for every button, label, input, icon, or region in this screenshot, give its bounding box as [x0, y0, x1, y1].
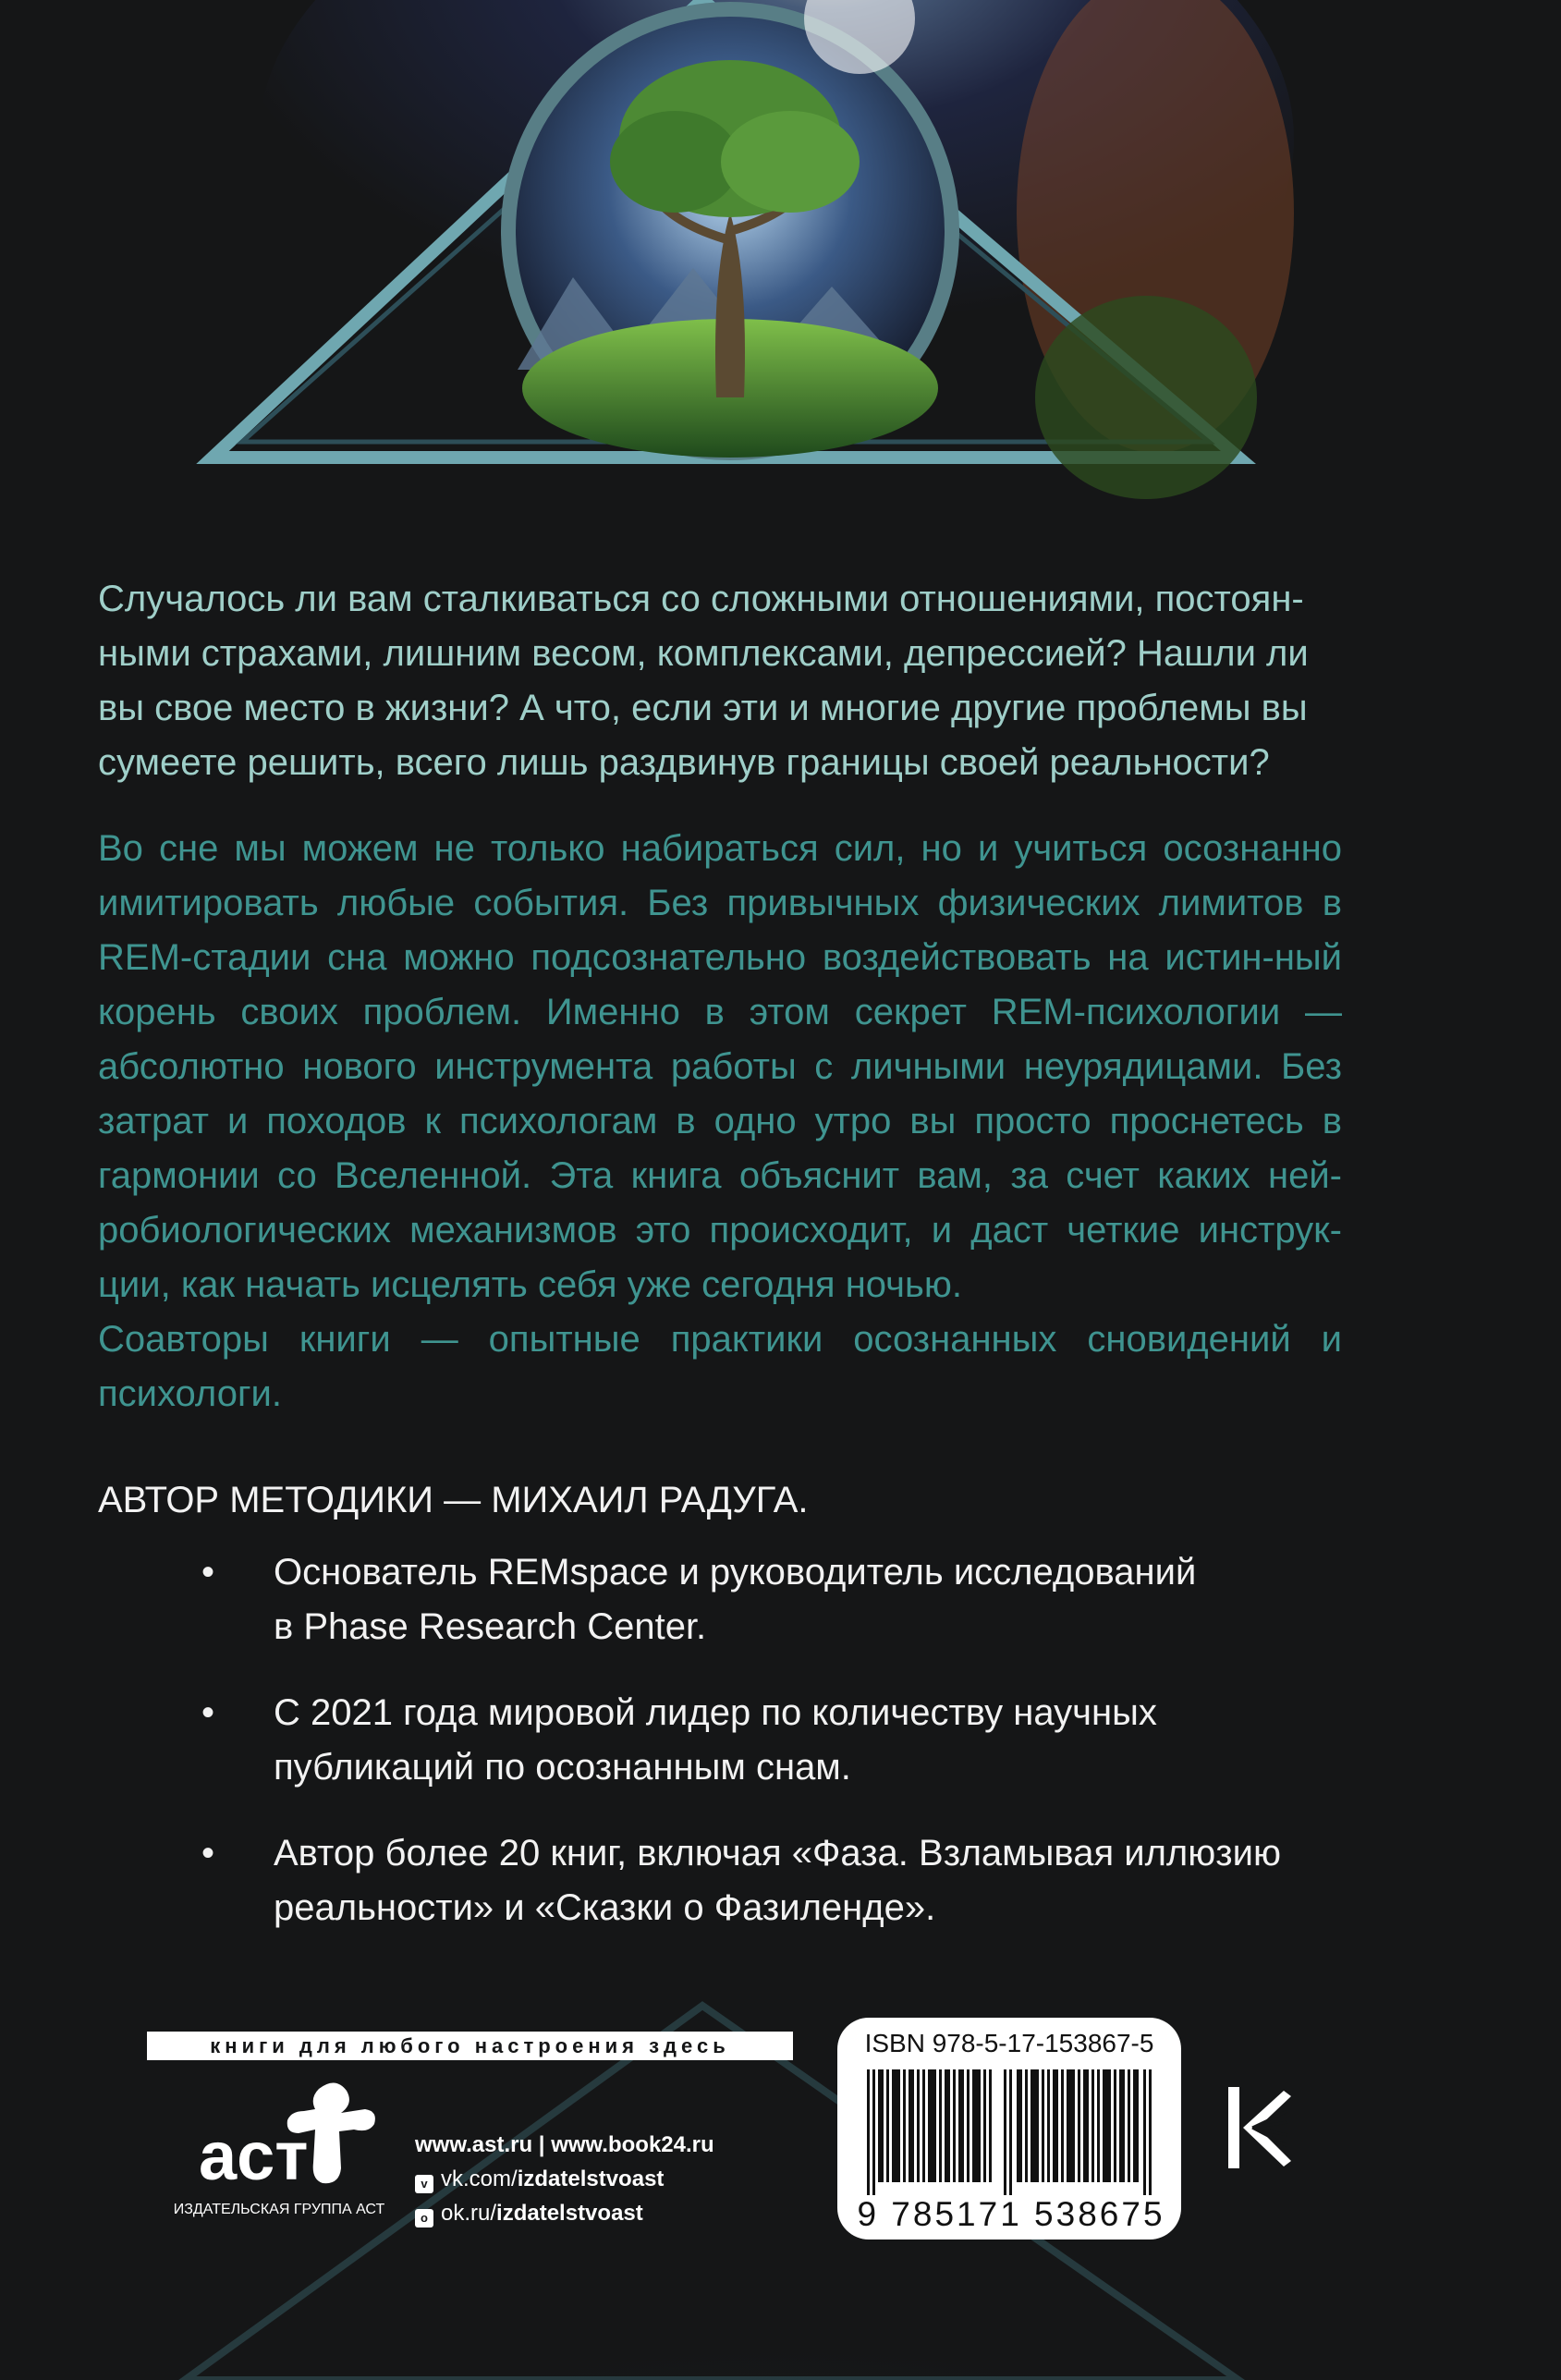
intro-line: Случалось ли вам сталкиваться со сложными отношениями, постоян- — [98, 579, 1304, 619]
ok-link[interactable] — [415, 2196, 714, 2230]
barcode — [867, 2069, 1152, 2195]
intro-line: ными страхами, лишним весом, комплексами, депрессией? Нашли ли — [98, 633, 1309, 674]
ast-logo-text: аст — [199, 2118, 309, 2191]
author-bullet-list — [98, 1545, 1342, 1967]
bullet-line: Автор более 20 книг, включая «Фаза. Взламывая иллюзию — [274, 1833, 1281, 1873]
coauthors-paragraph: Соавторы книги — опытные практики осознанных сновидений и — [98, 1319, 1342, 1360]
publisher-name: ИЗДАТЕЛЬСКАЯ ГРУППА АСТ — [173, 2202, 385, 2217]
vk-icon: v — [415, 2175, 433, 2193]
bullet-line: публикаций по осознанным снам. — [274, 1747, 851, 1788]
author-heading: АВТОР МЕТОДИКИ — МИХАИЛ РАДУГА. — [98, 1480, 809, 1520]
bullet-line: С 2021 года мировой лидер по количеству научных — [274, 1692, 1157, 1733]
ok-prefix: ok.ru/ — [441, 2201, 497, 2226]
ast-logo — [180, 2070, 393, 2191]
list-item — [98, 1545, 1342, 1654]
ok-icon: o — [415, 2209, 433, 2227]
intro-line: вы свое место в жизни? А что, если эти и многие другие проблемы вы — [98, 688, 1308, 728]
intro-line: сумеете решить, всего лишь раздвинув границы своей реальности? — [98, 742, 1270, 783]
bullet-line: в Phase Research Center. — [274, 1606, 707, 1647]
k-book-logo-icon — [1226, 2085, 1296, 2170]
tagline-banner: книги для любого настроения здесь — [147, 2032, 793, 2060]
bullet-dot: • — [201, 1552, 215, 1593]
cover-art-triangle-tree — [0, 0, 1561, 573]
isbn-number: ISBN 978-5-17-153867-5 — [864, 2029, 1154, 2057]
description-paragraph: Во сне мы можем не только набираться сил, но и учиться осознанно имитировать любые события. Без привычных физических лимитов в REM-стадии сна можно подсознательно воздействовать на истин-ный корень своих проблем. Именно в этом секрет REM-психологии — абсолютно нового инструмента работы с личными неурядицами. Без затрат и походов к психологам в одно утро вы просто проснетесь в гармонии со Вселенной. Эта книга объяснит вам, за счет каких ней-робиологических механизмов это происходит, и даст четкие инструк-ции, как начать исцелять себя уже сегодня ночью. — [98, 828, 1342, 1305]
ok-handle: izdatelstvoast — [496, 2201, 643, 2226]
description-block — [98, 822, 1342, 1422]
bullet-dot: • — [201, 1692, 215, 1733]
website-links[interactable]: www.ast.ru | www.book24.ru — [415, 2132, 714, 2157]
ean-digits: 9 785171 538675 — [857, 2195, 1165, 2233]
bullet-dot: • — [201, 1833, 215, 1873]
list-item — [98, 1686, 1342, 1795]
vk-link[interactable] — [415, 2162, 714, 2196]
bullet-line: реальности» и «Сказки о Фазиленде». — [274, 1887, 936, 1928]
vk-prefix: vk.com/ — [441, 2166, 518, 2191]
intro-paragraph — [98, 572, 1342, 790]
isbn-barcode-box — [837, 2018, 1181, 2240]
publisher-links — [415, 2128, 714, 2230]
bullet-line: Основатель REMspace и руководитель исследований — [274, 1552, 1197, 1593]
vk-handle: izdatelstvoast — [517, 2166, 665, 2191]
coauthors-paragraph-end: психологи. — [98, 1373, 283, 1414]
list-item — [98, 1826, 1342, 1935]
